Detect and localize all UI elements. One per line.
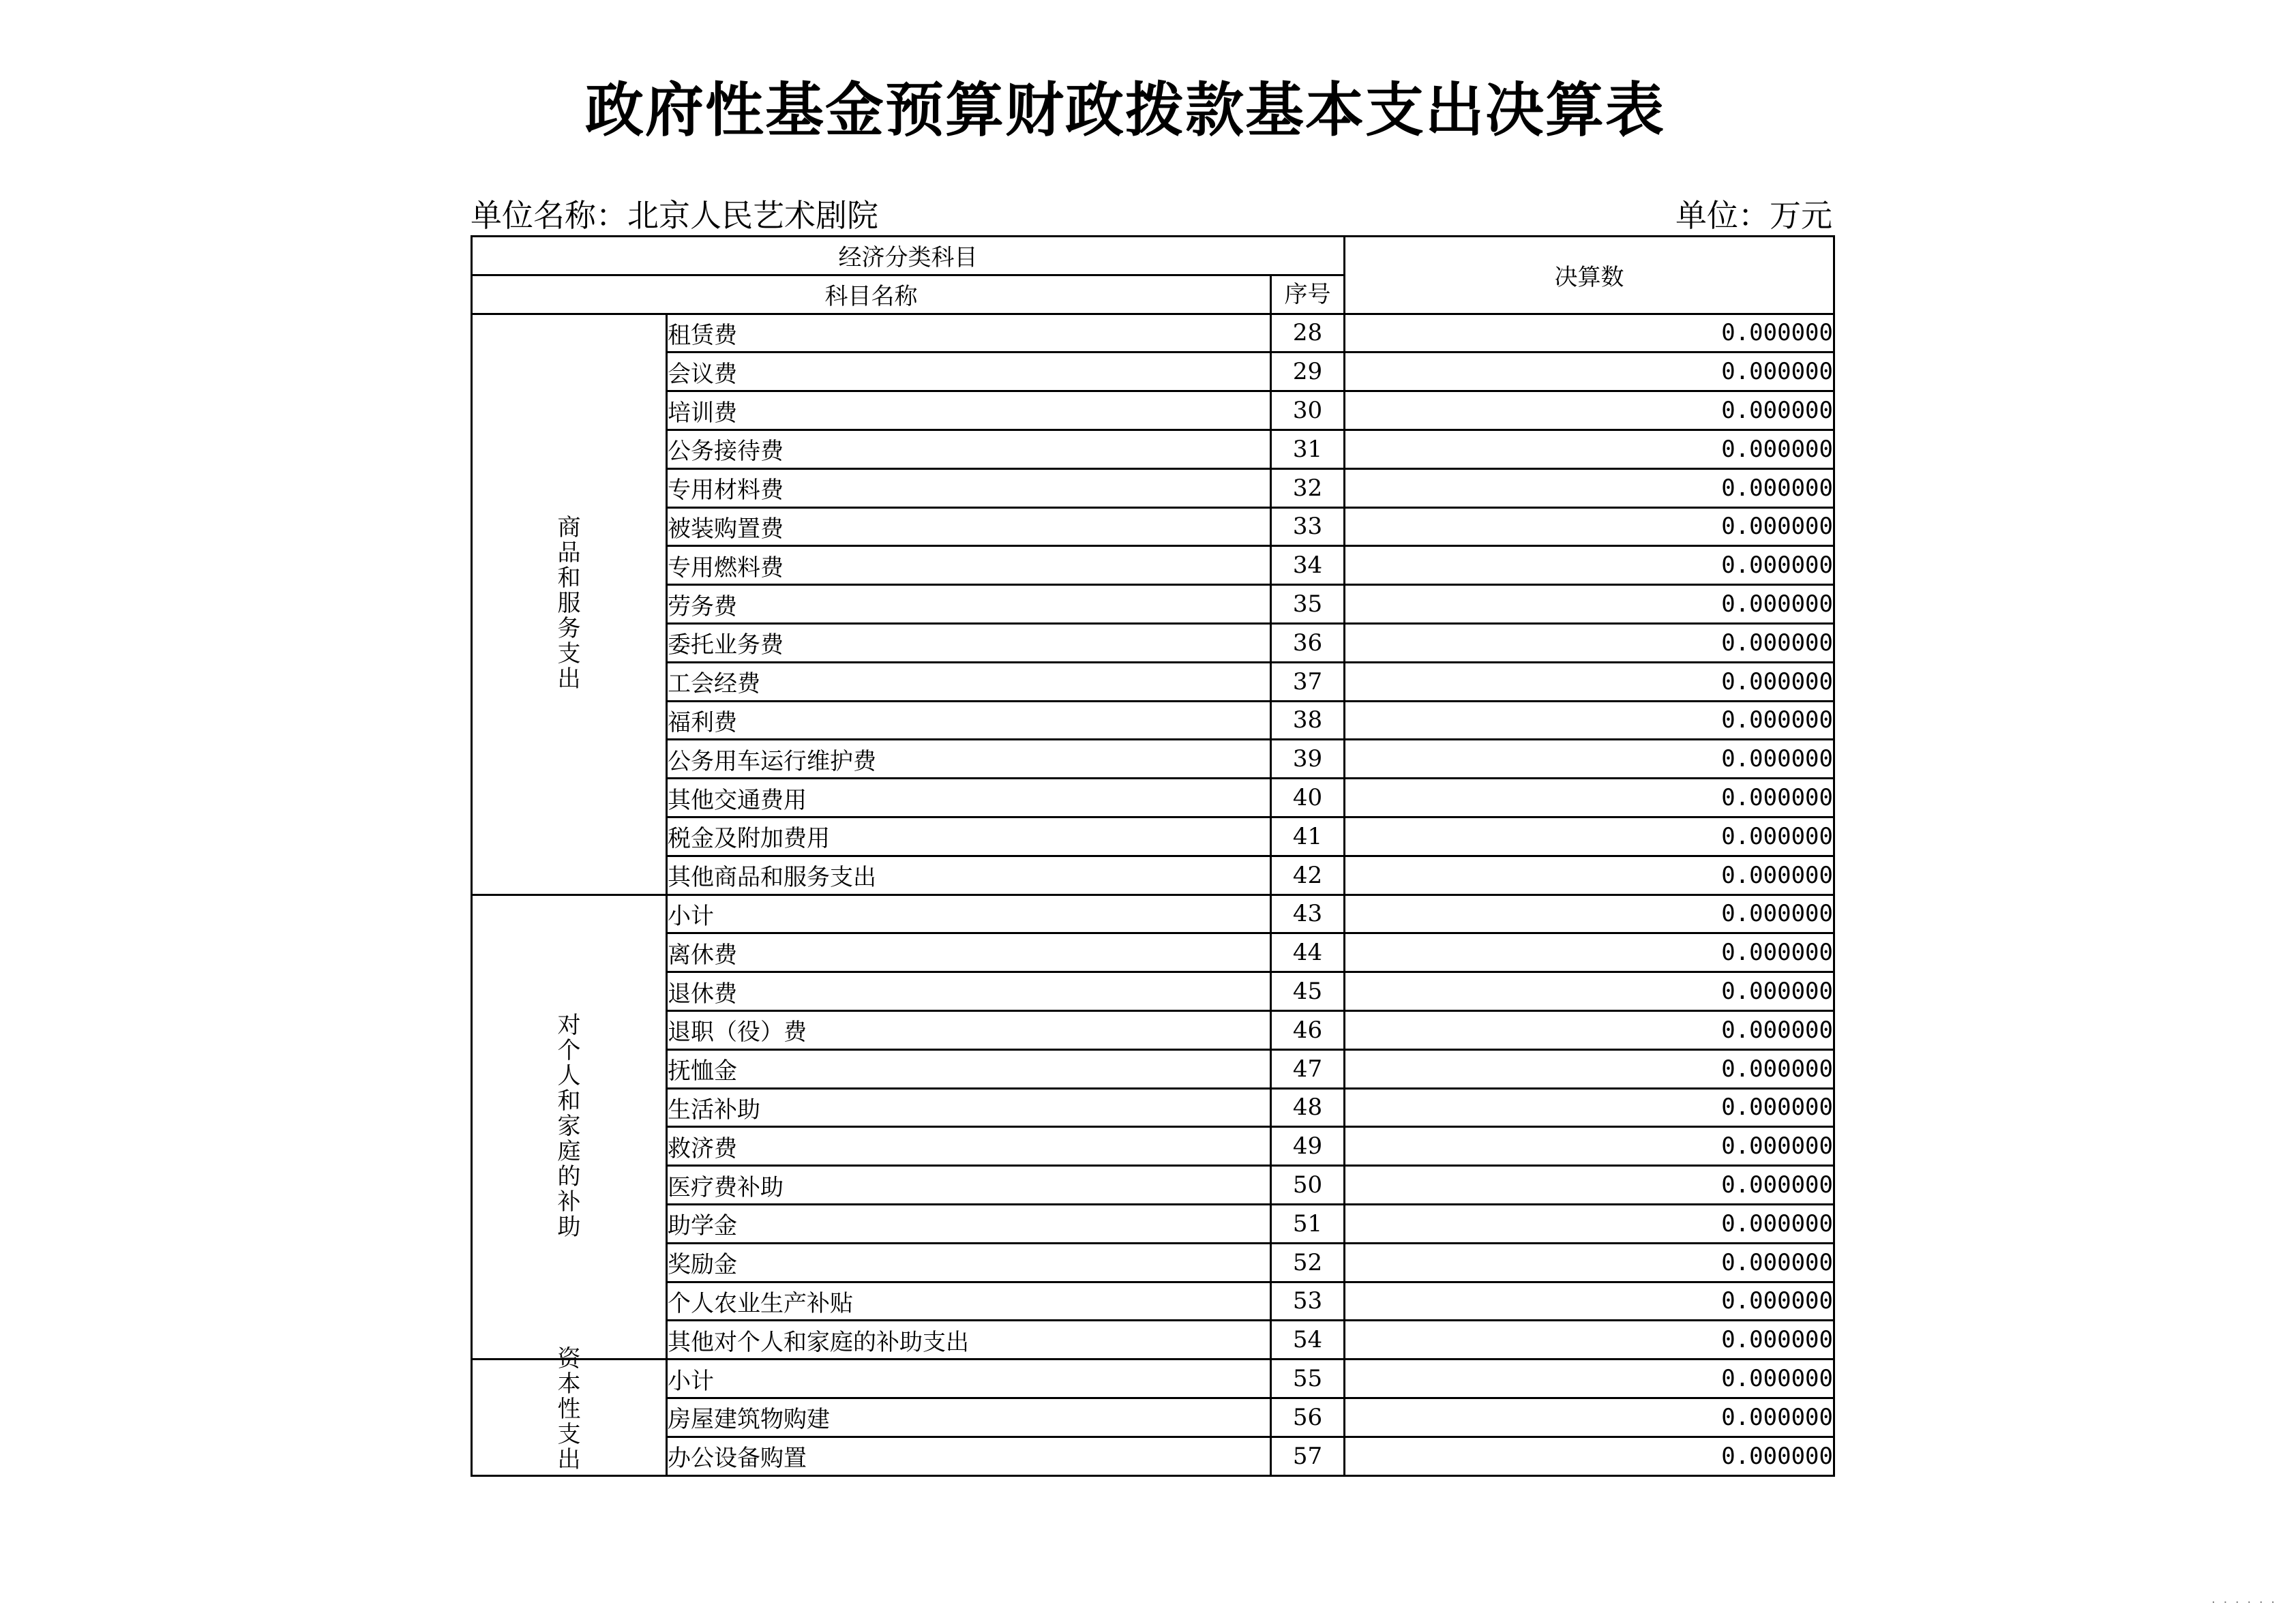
row-seq: 46: [1271, 1010, 1345, 1049]
row-amount: 0.000000: [1345, 933, 1834, 972]
group-label-text: 资本性支出: [557, 1345, 581, 1473]
row-amount: 0.000000: [1345, 468, 1834, 507]
unit-label: 单位：万元: [1675, 197, 1832, 234]
row-seq: 49: [1271, 1127, 1345, 1166]
row-subject-name: 生活补助: [667, 1088, 1271, 1127]
row-amount: 0.000000: [1345, 895, 1834, 933]
table-row: [472, 507, 1834, 546]
row-subject-name: 医疗费补助: [667, 1166, 1271, 1205]
row-subject-name: 房屋建筑物购建: [667, 1398, 1271, 1437]
row-amount: 0.000000: [1345, 972, 1834, 1011]
row-seq: 52: [1271, 1243, 1345, 1282]
row-amount: 0.000000: [1345, 1398, 1834, 1437]
row-subject-name: 税金及附加费用: [667, 817, 1271, 856]
row-subject-name: 其他交通费用: [667, 779, 1271, 817]
row-seq: 57: [1271, 1437, 1345, 1475]
table-row: [472, 1437, 1834, 1475]
row-seq: 53: [1271, 1282, 1345, 1321]
row-subject-name: 其他商品和服务支出: [667, 856, 1271, 895]
row-amount: 0.000000: [1345, 1321, 1834, 1360]
group-label-text: 商品和服务支出: [557, 514, 581, 693]
row-seq: 30: [1271, 391, 1345, 430]
table-row: [472, 740, 1834, 779]
row-seq: 38: [1271, 701, 1345, 740]
row-seq: 32: [1271, 468, 1345, 507]
row-subject-name: 公务用车运行维护费: [667, 740, 1271, 779]
table-row: [472, 468, 1834, 507]
row-subject-name: 委托业务费: [667, 623, 1271, 662]
row-subject-name: 抚恤金: [667, 1049, 1271, 1088]
row-subject-name: 专用材料费: [667, 468, 1271, 507]
row-seq: 33: [1271, 507, 1345, 546]
group-label: [472, 314, 667, 895]
row-seq: 50: [1271, 1166, 1345, 1205]
row-amount: 0.000000: [1345, 1360, 1834, 1398]
watermark-logo: · · · · · ·: [2211, 1595, 2277, 1610]
header-seq: 序号: [1271, 275, 1345, 314]
row-seq: 55: [1271, 1360, 1345, 1398]
row-seq: 31: [1271, 430, 1345, 468]
table-row: [472, 546, 1834, 585]
row-seq: 41: [1271, 817, 1345, 856]
header-row-1: [472, 237, 1834, 275]
row-amount: 0.000000: [1345, 1437, 1834, 1475]
row-subject-name: 福利费: [667, 701, 1271, 740]
table-row: [472, 701, 1834, 740]
row-subject-name: 专用燃料费: [667, 546, 1271, 585]
row-amount: 0.000000: [1345, 585, 1834, 624]
page-title: 政府性基金预算财政拨款基本支出决算表: [585, 76, 1665, 145]
header-subject-name: 科目名称: [472, 275, 1271, 314]
table-row: [472, 662, 1834, 701]
table-row: [472, 1398, 1834, 1437]
row-subject-name: 工会经费: [667, 662, 1271, 701]
row-subject-name: 培训费: [667, 391, 1271, 430]
row-seq: 51: [1271, 1204, 1345, 1243]
row-amount: 0.000000: [1345, 1127, 1834, 1166]
table-row: [472, 1204, 1834, 1243]
table-row: [472, 779, 1834, 817]
row-amount: 0.000000: [1345, 1204, 1834, 1243]
row-seq: 43: [1271, 895, 1345, 933]
table-row: [472, 1127, 1834, 1166]
row-seq: 28: [1271, 314, 1345, 352]
header-category: 经济分类科目: [472, 237, 1345, 275]
row-seq: 45: [1271, 972, 1345, 1011]
header-amount: 决算数: [1345, 237, 1834, 314]
budget-table: [471, 235, 1835, 1477]
row-subject-name: 小计: [667, 895, 1271, 933]
row-subject-name: 奖励金: [667, 1243, 1271, 1282]
table-row: [472, 817, 1834, 856]
table-row: [472, 1010, 1834, 1049]
row-subject-name: 被装购置费: [667, 507, 1271, 546]
table-row: [472, 1243, 1834, 1282]
row-seq: 47: [1271, 1049, 1345, 1088]
table-row: [472, 856, 1834, 895]
row-amount: 0.000000: [1345, 1049, 1834, 1088]
table-row: [472, 1321, 1834, 1360]
table-row: [472, 895, 1834, 933]
row-subject-name: 退休费: [667, 972, 1271, 1011]
table-row: [472, 972, 1834, 1011]
unit-name: 单位名称：北京人民艺术剧院: [471, 197, 878, 234]
row-amount: 0.000000: [1345, 662, 1834, 701]
row-seq: 34: [1271, 546, 1345, 585]
row-amount: 0.000000: [1345, 391, 1834, 430]
table-row: [472, 430, 1834, 468]
row-amount: 0.000000: [1345, 701, 1834, 740]
table-row: [472, 585, 1834, 624]
group-label-text: 对个人和家庭的补助: [557, 1011, 581, 1241]
table-row: [472, 1282, 1834, 1321]
row-amount: 0.000000: [1345, 352, 1834, 391]
row-seq: 37: [1271, 662, 1345, 701]
row-amount: 0.000000: [1345, 430, 1834, 468]
row-amount: 0.000000: [1345, 856, 1834, 895]
row-amount: 0.000000: [1345, 1166, 1834, 1205]
row-amount: 0.000000: [1345, 507, 1834, 546]
table-row: [472, 1166, 1834, 1205]
table-row: [472, 623, 1834, 662]
row-seq: 29: [1271, 352, 1345, 391]
row-subject-name: 劳务费: [667, 585, 1271, 624]
row-seq: 35: [1271, 585, 1345, 624]
row-seq: 56: [1271, 1398, 1345, 1437]
row-amount: 0.000000: [1345, 1088, 1834, 1127]
row-seq: 42: [1271, 856, 1345, 895]
table-row: [472, 1049, 1834, 1088]
group-label: [472, 895, 667, 1360]
row-subject-name: 其他对个人和家庭的补助支出: [667, 1321, 1271, 1360]
row-seq: 40: [1271, 779, 1345, 817]
row-seq: 44: [1271, 933, 1345, 972]
row-subject-name: 公务接待费: [667, 430, 1271, 468]
table-row: [472, 933, 1834, 972]
row-subject-name: 离休费: [667, 933, 1271, 972]
row-seq: 39: [1271, 740, 1345, 779]
row-amount: 0.000000: [1345, 1010, 1834, 1049]
row-amount: 0.000000: [1345, 1282, 1834, 1321]
row-amount: 0.000000: [1345, 740, 1834, 779]
row-seq: 54: [1271, 1321, 1345, 1360]
table-row: [472, 314, 1834, 352]
row-amount: 0.000000: [1345, 817, 1834, 856]
row-subject-name: 退职（役）费: [667, 1010, 1271, 1049]
row-amount: 0.000000: [1345, 1243, 1834, 1282]
row-subject-name: 小计: [667, 1360, 1271, 1398]
row-amount: 0.000000: [1345, 779, 1834, 817]
row-subject-name: 办公设备购置: [667, 1437, 1271, 1475]
row-subject-name: 救济费: [667, 1127, 1271, 1166]
table-row: [472, 1360, 1834, 1398]
row-amount: 0.000000: [1345, 314, 1834, 352]
row-seq: 48: [1271, 1088, 1345, 1127]
table-row: [472, 1088, 1834, 1127]
row-amount: 0.000000: [1345, 546, 1834, 585]
group-label: [472, 1345, 667, 1475]
row-seq: 36: [1271, 623, 1345, 662]
row-subject-name: 助学金: [667, 1204, 1271, 1243]
table-row: [472, 391, 1834, 430]
row-subject-name: 租赁费: [667, 314, 1271, 352]
row-amount: 0.000000: [1345, 623, 1834, 662]
row-subject-name: 会议费: [667, 352, 1271, 391]
row-subject-name: 个人农业生产补贴: [667, 1282, 1271, 1321]
table-row: [472, 352, 1834, 391]
